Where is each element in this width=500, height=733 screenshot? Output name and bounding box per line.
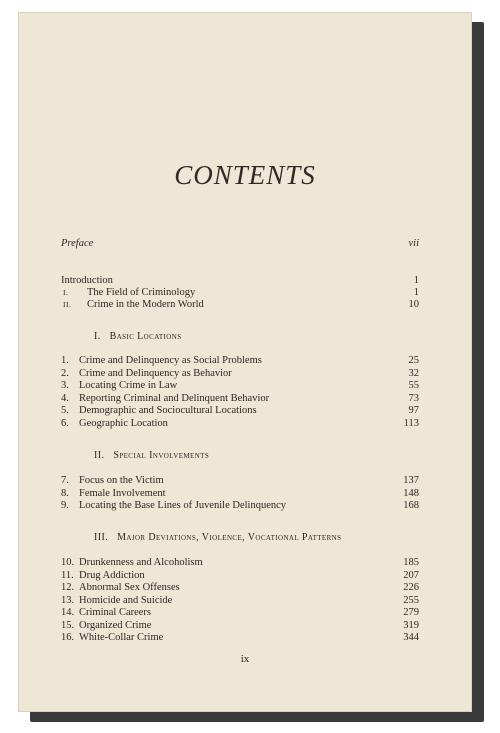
intro-item-row xyxy=(61,299,419,311)
chapter-row xyxy=(61,418,419,430)
chapter-number: 6. xyxy=(61,418,69,429)
chapter-title: Female Involvement xyxy=(79,488,166,499)
chapter-row xyxy=(61,557,419,569)
chapter-page: 279 xyxy=(403,607,419,618)
chapter-page: 185 xyxy=(403,557,419,568)
chapter-row xyxy=(61,380,419,392)
intro-item-page: 1 xyxy=(413,287,419,298)
preface-label: Preface xyxy=(61,238,94,249)
intro-item-number: II. xyxy=(63,300,72,309)
part-title: Special Involvements xyxy=(113,450,210,461)
chapter-title: Drug Addiction xyxy=(79,570,145,581)
introduction-row xyxy=(61,275,419,287)
chapter-row xyxy=(61,405,419,417)
preface-row xyxy=(61,238,419,250)
page-number: ix xyxy=(240,653,250,665)
chapter-row xyxy=(61,607,419,619)
chapter-row xyxy=(61,368,419,380)
chapter-title: Locating Crime in Law xyxy=(79,380,178,391)
chapter-page: 226 xyxy=(403,582,419,593)
chapter-row xyxy=(61,500,419,512)
chapter-number: 14. xyxy=(61,607,75,618)
part-title: Basic Locations xyxy=(109,331,182,342)
chapter-number: 9. xyxy=(61,500,69,511)
chapter-number: 11. xyxy=(61,570,74,581)
chapter-number: 16. xyxy=(61,632,75,643)
part-number: III. xyxy=(94,532,109,543)
chapter-page: 344 xyxy=(403,632,419,643)
chapter-row xyxy=(61,595,419,607)
intro-item-label: The Field of Criminology xyxy=(87,287,196,298)
contents-title: CONTENTS xyxy=(174,160,316,190)
chapter-title: White-Collar Crime xyxy=(79,632,164,643)
chapter-number: 2. xyxy=(61,368,69,379)
chapter-page: 255 xyxy=(403,595,419,606)
chapter-title: Drunkenness and Alcoholism xyxy=(79,557,203,568)
chapter-title: Criminal Careers xyxy=(79,607,152,618)
chapter-title: Crime and Delinquency as Behavior xyxy=(79,368,232,379)
introduction-label: Introduction xyxy=(61,275,113,286)
book-page xyxy=(18,12,472,712)
part-heading xyxy=(94,532,419,544)
part-number: II. xyxy=(94,450,105,461)
chapter-title: Crime and Delinquency as Social Problems xyxy=(79,355,262,366)
chapter-page: 137 xyxy=(403,475,419,486)
chapter-row xyxy=(61,582,419,594)
chapter-title: Geographic Location xyxy=(79,418,168,429)
chapter-row xyxy=(61,620,419,632)
chapter-page: 55 xyxy=(408,380,419,391)
chapter-number: 3. xyxy=(61,380,69,391)
chapter-page: 73 xyxy=(408,393,419,404)
chapter-number: 1. xyxy=(61,355,69,366)
chapter-page: 168 xyxy=(403,500,419,511)
chapter-page: 148 xyxy=(403,488,419,499)
intro-item-label: Crime in the Modern World xyxy=(87,299,204,310)
preface-page: vii xyxy=(408,238,419,249)
chapter-row xyxy=(61,632,419,644)
chapter-number: 5. xyxy=(61,405,69,416)
part-number: I. xyxy=(94,331,101,342)
chapter-page: 97 xyxy=(408,405,419,416)
chapter-page: 32 xyxy=(408,368,419,379)
part-title: Major Deviations, Violence, Vocational Patterns xyxy=(117,532,342,543)
intro-item-row xyxy=(61,287,419,299)
chapter-number: 4. xyxy=(61,393,69,404)
chapter-number: 7. xyxy=(61,475,69,486)
introduction-page: 1 xyxy=(413,275,419,286)
chapter-page: 207 xyxy=(403,570,419,581)
chapter-title: Reporting Criminal and Delinquent Behavior xyxy=(79,393,270,404)
part-heading xyxy=(94,331,419,343)
chapter-page: 25 xyxy=(408,355,419,366)
chapter-page: 319 xyxy=(403,620,419,631)
chapter-number: 13. xyxy=(61,595,75,606)
chapter-title: Locating the Base Lines of Juvenile Delinquency xyxy=(79,500,287,511)
chapter-page: 113 xyxy=(403,418,419,429)
chapter-row xyxy=(61,570,419,582)
intro-item-number: I. xyxy=(63,288,69,297)
chapter-row xyxy=(61,475,419,487)
chapter-row xyxy=(61,488,419,500)
chapter-number: 12. xyxy=(61,582,75,593)
chapter-title: Focus on the Victim xyxy=(79,475,164,486)
chapter-number: 10. xyxy=(61,557,75,568)
chapter-title: Abnormal Sex Offenses xyxy=(79,582,180,593)
chapter-row xyxy=(61,355,419,367)
chapter-title: Homicide and Suicide xyxy=(79,595,173,606)
chapter-row xyxy=(61,393,419,405)
intro-item-page: 10 xyxy=(408,299,419,310)
part-heading xyxy=(94,450,419,462)
chapter-title: Organized Crime xyxy=(79,620,152,631)
chapter-title: Demographic and Sociocultural Locations xyxy=(79,405,257,416)
chapter-number: 8. xyxy=(61,488,69,499)
chapter-number: 15. xyxy=(61,620,75,631)
